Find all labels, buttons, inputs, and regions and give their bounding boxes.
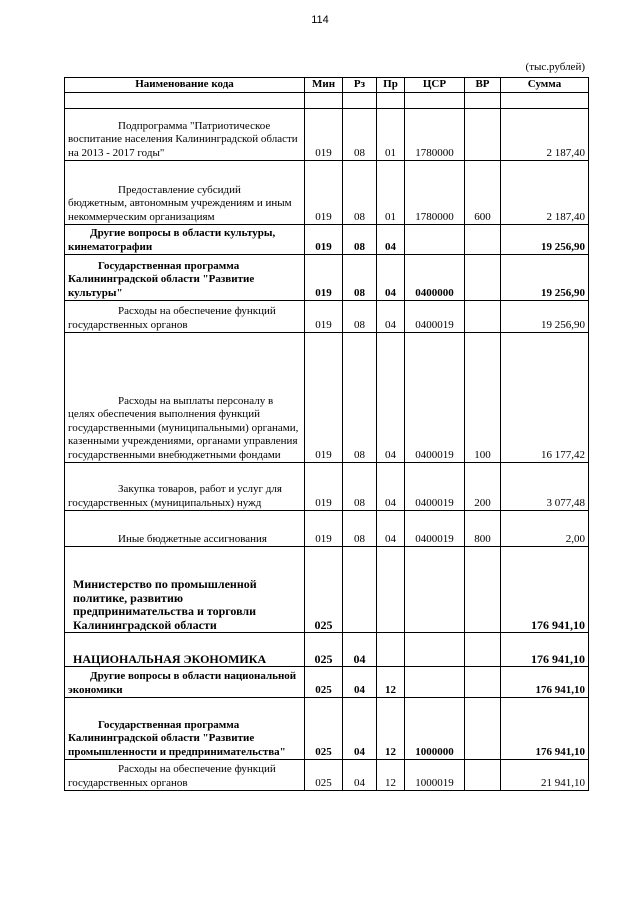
table-row: [65, 633, 589, 667]
table-row: [65, 547, 589, 633]
row-rz: 04: [343, 760, 377, 791]
row-csr: 1780000: [405, 161, 465, 225]
row-vr: [465, 547, 501, 633]
row-vr: [465, 698, 501, 760]
row-csr: [405, 547, 465, 633]
row-pr: 04: [377, 301, 405, 333]
row-pr: 01: [377, 109, 405, 161]
table-spacer-row: [65, 93, 589, 109]
row-csr: 1000019: [405, 760, 465, 791]
row-min: 025: [305, 667, 343, 698]
table-row: [65, 511, 589, 547]
row-vr: [465, 255, 501, 301]
row-name: Расходы на обеспечение функций государственных органов: [65, 301, 305, 333]
row-rz: 04: [343, 633, 377, 667]
row-sum: 2 187,40: [501, 161, 589, 225]
row-rz: 08: [343, 255, 377, 301]
row-sum: 176 941,10: [501, 547, 589, 633]
row-csr: 0400019: [405, 511, 465, 547]
row-vr: [465, 667, 501, 698]
row-csr: [405, 667, 465, 698]
row-pr: [377, 547, 405, 633]
header-csr: ЦСР: [405, 78, 465, 93]
row-rz: 08: [343, 511, 377, 547]
row-sum: 19 256,90: [501, 255, 589, 301]
row-name: Расходы на выплаты персоналу в целях обеспечения выполнения функций государственными (муниципальными) органами, казенными учреждениями, органами управления государственными внебюджетными фондами: [65, 333, 305, 463]
row-name: Другие вопросы в области национальной экономики: [65, 667, 305, 698]
row-pr: 04: [377, 511, 405, 547]
row-name: Закупка товаров, работ и услуг для государственных (муниципальных) нужд: [65, 463, 305, 511]
row-min: 019: [305, 463, 343, 511]
row-min: 025: [305, 547, 343, 633]
row-vr: [465, 225, 501, 255]
row-min: 019: [305, 301, 343, 333]
table-row: [65, 667, 589, 698]
row-sum: 2 187,40: [501, 109, 589, 161]
row-sum: 16 177,42: [501, 333, 589, 463]
row-min: 019: [305, 511, 343, 547]
row-vr: [465, 760, 501, 791]
row-csr: 0400019: [405, 333, 465, 463]
row-csr: 1780000: [405, 109, 465, 161]
row-sum: 21 941,10: [501, 760, 589, 791]
header-min: Мин: [305, 78, 343, 93]
row-sum: 176 941,10: [501, 698, 589, 760]
row-sum: 176 941,10: [501, 667, 589, 698]
page-number: 114: [311, 14, 329, 26]
header-rz: Рз: [343, 78, 377, 93]
row-min: 025: [305, 698, 343, 760]
header-pr: Пр: [377, 78, 405, 93]
row-pr: [377, 633, 405, 667]
row-rz: 08: [343, 301, 377, 333]
row-rz: 08: [343, 333, 377, 463]
row-name: Министерство по промышленной политике, развитию предпринимательства и торговли Калининградской области: [65, 547, 305, 633]
header-vr: ВР: [465, 78, 501, 93]
table-row: [65, 333, 589, 463]
row-min: 025: [305, 760, 343, 791]
row-csr: 0400019: [405, 463, 465, 511]
row-name: Государственная программа Калининградской области "Развитие культуры": [65, 255, 305, 301]
row-pr: 12: [377, 698, 405, 760]
row-rz: 04: [343, 667, 377, 698]
row-name: Другие вопросы в области культуры, кинематографии: [65, 225, 305, 255]
row-vr: [465, 633, 501, 667]
table-row: [65, 760, 589, 791]
units-label: (тыс.рублей): [525, 61, 585, 73]
row-rz: 08: [343, 225, 377, 255]
row-name: Расходы на обеспечение функций государственных органов: [65, 760, 305, 791]
table-row: [65, 255, 589, 301]
table-row: [65, 225, 589, 255]
header-sum: Сумма: [501, 78, 589, 93]
table-row: [65, 301, 589, 333]
table-row: [65, 698, 589, 760]
row-name: Предоставление субсидий бюджетным, автономным учреждениям и иным некоммерческим организациям: [65, 161, 305, 225]
row-min: 019: [305, 109, 343, 161]
row-name: Подпрограмма "Патриотическое воспитание населения Калининградской области на 2013 - 2017 годы": [65, 109, 305, 161]
row-min: 019: [305, 255, 343, 301]
table-row: [65, 463, 589, 511]
row-pr: 04: [377, 333, 405, 463]
row-csr: 0400000: [405, 255, 465, 301]
budget-table: [64, 77, 589, 791]
row-pr: 04: [377, 255, 405, 301]
row-pr: 01: [377, 161, 405, 225]
table-row: [65, 109, 589, 161]
row-csr: [405, 633, 465, 667]
row-pr: 04: [377, 463, 405, 511]
row-pr: 12: [377, 760, 405, 791]
row-csr: 1000000: [405, 698, 465, 760]
row-pr: 12: [377, 667, 405, 698]
row-vr: [465, 109, 501, 161]
row-name: НАЦИОНАЛЬНАЯ ЭКОНОМИКА: [65, 633, 305, 667]
row-rz: [343, 547, 377, 633]
table-header-row: [65, 78, 589, 93]
row-rz: 08: [343, 109, 377, 161]
row-min: 025: [305, 633, 343, 667]
row-csr: [405, 225, 465, 255]
row-sum: 3 077,48: [501, 463, 589, 511]
row-sum: 19 256,90: [501, 225, 589, 255]
row-vr: 600: [465, 161, 501, 225]
row-vr: [465, 301, 501, 333]
row-pr: 04: [377, 225, 405, 255]
row-name: Иные бюджетные ассигнования: [65, 511, 305, 547]
row-vr: 800: [465, 511, 501, 547]
header-name: Наименование кода: [65, 78, 305, 93]
row-rz: 08: [343, 161, 377, 225]
row-rz: 04: [343, 698, 377, 760]
row-sum: 176 941,10: [501, 633, 589, 667]
row-min: 019: [305, 333, 343, 463]
row-name: Государственная программа Калининградской области "Развитие промышленности и предпринимательства": [65, 698, 305, 760]
table-row: [65, 161, 589, 225]
row-min: 019: [305, 161, 343, 225]
row-sum: 19 256,90: [501, 301, 589, 333]
row-min: 019: [305, 225, 343, 255]
row-rz: 08: [343, 463, 377, 511]
row-vr: 200: [465, 463, 501, 511]
row-vr: 100: [465, 333, 501, 463]
row-sum: 2,00: [501, 511, 589, 547]
row-csr: 0400019: [405, 301, 465, 333]
